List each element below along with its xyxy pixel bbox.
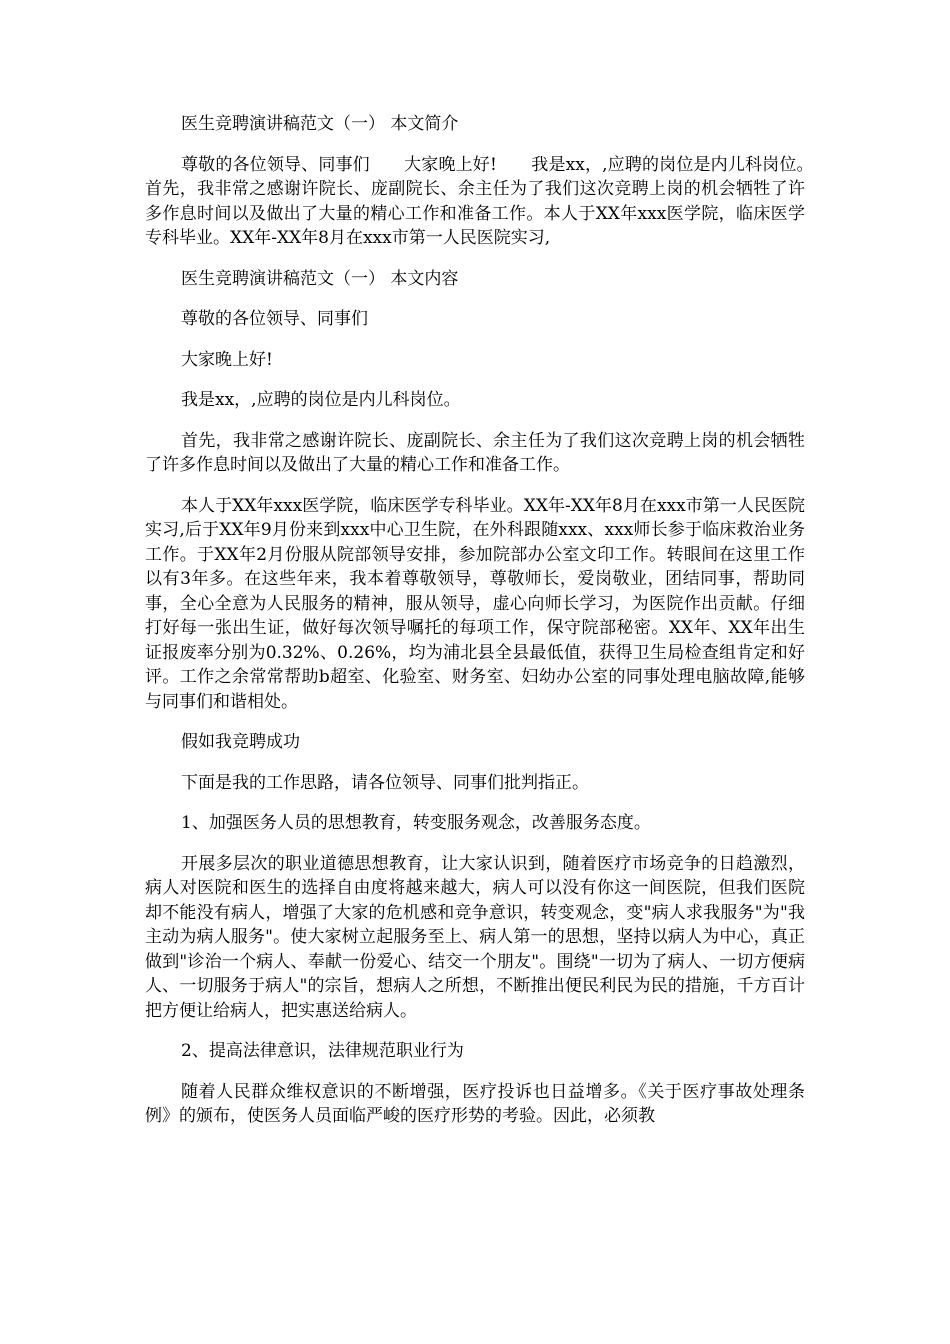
good-evening-paragraph: 大家晚上好!	[181, 349, 273, 370]
thanks-paragraph: 首先，我非常之感谢许院长、庞副院长、余主任为了我们这次竞聘上岗的机会牺牲了许多作息时间以及做出了大量的精心工作和准备工作。	[145, 430, 805, 475]
intro-heading: 医生竞聘演讲稿范文（一） 本文简介	[181, 114, 459, 134]
intro-summary-paragraph: 尊敬的各位领导、同事们 大家晚上好! 我是xx，,应聘的岗位是内儿科岗位。 首先，我非常之感谢许院长、庞副院长、余主任为了我们这次竞聘上岗的机会牺牲了许多作息时间以及做出了大量的精心工作和准备工作。本人于XX年xxx医学院，临床医学专科毕业。XX年-XX年8月在xxx市第一人民医院实习,	[145, 154, 839, 248]
document-page	[145, 112, 839, 1145]
self-intro-paragraph: 我是xx，,应聘的岗位是内儿科岗位。	[181, 390, 461, 410]
point-two-heading: 2、提高法律意识，法律规范职业行为	[181, 1041, 464, 1061]
if-successful-paragraph: 假如我竞聘成功	[181, 732, 300, 752]
background-paragraph: 本人于XX年xxx医学院，临床医学专科毕业。XX年-XX年8月在xxx市第一人民医院实习,后于XX年9月份来到xxx中心卫生院，在外科跟随xxx、xxx师长参于临床救治业务工作。于XX年2月份服从院部领导安排，参加院部办公室文印工作。转眼间在这里工作以有3年多。在这些年来，我本着尊敬领导，尊敬师长，爱岗敬业，团结同事，帮助同事，全心全意为人民服务的精神，服从领导，虚心向师长学习，为医院作出贡献。仔细打好每一张出生证，做好每次领导嘱托的每项工作，保守院部秘密。XX年、XX年出生证报废率分别为0.32%、0.26%，均为浦北县全县最低值，获得卫生局检查组肯定和好评。工作之余常常帮助b超室、化验室、财务室、妇幼办公室的同事处理电脑故障,能够与同事们和谐相处。	[145, 495, 805, 712]
work-ideas-paragraph: 下面是我的工作思路，请各位领导、同事们批判指正。	[181, 772, 589, 793]
point-one-heading: 1、加强医务人员的思想教育，转变服务观念，改善服务态度。	[181, 813, 651, 833]
point-two-body: 随着人民群众维权意识的不断增强，医疗投诉也日益增多。《关于医疗事故处理条例》的颁布，使医务人员面临严峻的医疗形势的考验。因此，必须教	[145, 1081, 805, 1126]
content-heading: 医生竞聘演讲稿范文（一） 本文内容	[181, 268, 459, 289]
point-one-body: 开展多层次的职业道德思想教育，让大家认识到，随着医疗市场竞争的日趋激烈，病人对医院和医生的选择自由度将越来越大，病人可以没有你这一间医院，但我们医院却不能没有病人，增强了大家的危机感和竞争意识，转变观念，变"病人求我服务"为"我主动为病人服务"。使大家树立起服务至上、病人第一的思想，坚持以病人为中心，真正做到"诊治一个病人、奉献一份爱心、结交一个朋友"。围绕"一切为了病人、一切方便病人、一切服务于病人"的宗旨，想病人之所想，不断推出便民利民为民的措施，千方百计把方便让给病人，把实惠送给病人。	[145, 853, 805, 1021]
greeting-paragraph: 尊敬的各位领导、同事们	[181, 309, 368, 329]
